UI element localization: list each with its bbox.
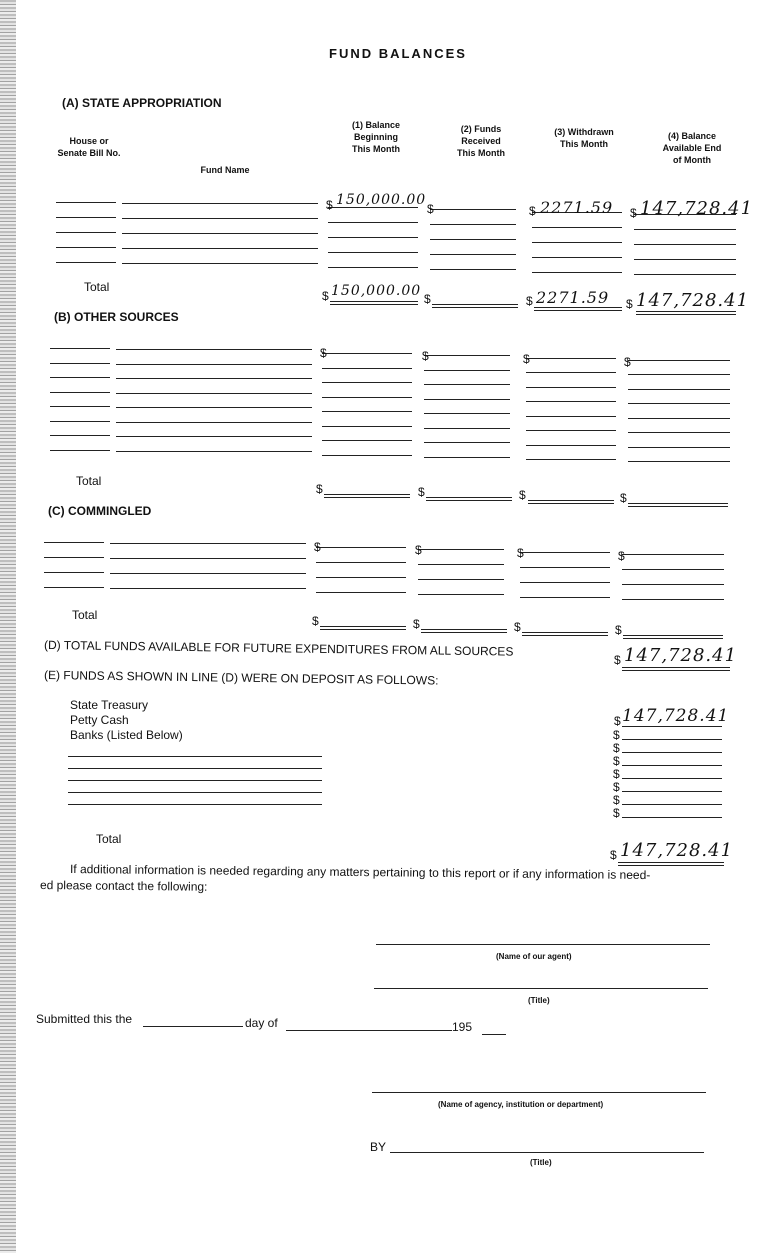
e-state-treasury-value: 147,728.41 [622,706,730,726]
dollar-sign: $ [630,206,637,220]
c-line-row2-col2[interactable] [316,562,406,563]
deposit-amount-line-1[interactable] [622,726,722,727]
dollar-sign: $ [523,352,530,366]
b-line-row4-col3[interactable] [424,399,510,400]
c-line-row4-col1[interactable] [110,588,306,589]
b-line-row7-col0[interactable] [50,435,110,436]
b-line-row5-col2[interactable] [322,411,412,412]
section-d-text: (D) TOTAL FUNDS AVAILABLE FOR FUTURE EXPENDITURES FROM ALL SOURCES [43,638,514,659]
dollar-sign: $ [422,349,429,363]
dollar-sign: $ [613,741,620,755]
dollar-sign: $ [613,806,620,820]
b-line-row1-col0[interactable] [50,348,110,349]
b-line-row2-col1[interactable] [116,364,312,365]
c-line-row1-col2[interactable] [316,547,406,548]
b-line-row2-col3[interactable] [424,370,510,371]
b-line-row8-col3[interactable] [424,457,510,458]
a-line-row5-col3[interactable] [430,269,516,270]
a-total-balance-end: 147,728.41 [636,290,750,311]
c-line-row2-col5[interactable] [622,569,724,570]
petty-cash-label: Petty Cash [70,713,129,727]
e-total-value: 147,728.41 [620,840,734,861]
agent-name-line[interactable] [376,944,710,945]
dollar-sign: $ [526,294,533,308]
a-line-row5-col2[interactable] [328,267,418,268]
a-total-balance-beginning: 150,000.00 [331,283,422,299]
submitted-label: Submitted this the [36,1012,133,1026]
bank-name-line-4[interactable] [68,792,322,793]
a-line-row3-col3[interactable] [430,239,516,240]
a-line-row3-col4[interactable] [532,242,622,243]
agency-caption: (Name of agency, institution or department) [438,1100,604,1109]
b-line-row2-col0[interactable] [50,363,110,364]
b-line-row6-col4[interactable] [526,430,616,431]
deposit-amount-line-5[interactable] [622,778,722,779]
bank-name-line-1[interactable] [68,756,322,757]
c-line-row4-col3[interactable] [418,594,504,595]
c-line-row3-col4[interactable] [520,582,610,583]
dollar-sign: $ [610,848,617,862]
a-line-row1-col0[interactable] [56,202,116,203]
c-line-row1-col1[interactable] [110,543,306,544]
contact-text-line2: ed please contact the following: [39,878,208,894]
form-title: FUND BALANCES [329,46,467,61]
c-line-row3-col5[interactable] [622,584,724,585]
contact-text-line1: If additional information is needed regarding any matters pertaining to this report or if any information is need- [69,862,651,883]
c-line-row4-col2[interactable] [316,592,406,593]
b-line-row1-col1[interactable] [116,349,312,350]
dollar-sign: $ [614,653,621,667]
c-line-row2-col3[interactable] [418,564,504,565]
b-line-row6-col2[interactable] [322,426,412,427]
c-line-row1-col3[interactable] [418,549,504,550]
c-line-row1-col5[interactable] [622,554,724,555]
dollar-sign: $ [427,202,434,216]
c-line-row4-col5[interactable] [622,599,724,600]
b-line-row4-col2[interactable] [322,397,412,398]
b-line-row1-col5[interactable] [628,360,730,361]
agent-title-line[interactable] [374,988,708,989]
a-line-row4-col2[interactable] [328,252,418,253]
header-col2: (2) Funds Received This Month [457,124,505,158]
a-total-withdrawn: 2271.59 [536,288,610,307]
b-line-row1-col3[interactable] [424,355,510,356]
header-col3: (3) Withdrawn This Month [554,127,614,149]
a-line-row1-col1[interactable] [122,203,318,204]
dollar-sign: $ [514,620,521,634]
dollar-sign: $ [618,549,625,563]
dollar-sign: $ [613,754,620,768]
agency-name-line[interactable] [372,1092,706,1093]
b-line-row5-col5[interactable] [628,418,730,419]
c-line-row3-col3[interactable] [418,579,504,580]
b-line-row4-col0[interactable] [50,392,110,393]
bank-name-line-2[interactable] [68,768,322,769]
b-line-row7-col1[interactable] [116,436,312,437]
dollar-sign: $ [519,488,526,502]
b-line-row8-col4[interactable] [526,459,616,460]
a-line-row2-col4[interactable] [532,227,622,228]
dollar-sign: $ [312,614,319,628]
dollar-sign: $ [418,485,425,499]
a-line-row3-col0[interactable] [56,232,116,233]
binding-edge [0,0,16,1253]
b-line-row4-col1[interactable] [116,393,312,394]
a-row1-balance-end: 147,728.41 [640,198,754,219]
b-line-row6-col1[interactable] [116,422,312,423]
b-line-row3-col4[interactable] [526,387,616,388]
dollar-sign: $ [320,346,327,360]
b-line-row8-col0[interactable] [50,450,110,451]
b-line-row8-col2[interactable] [322,455,412,456]
agent-caption: (Name of our agent) [496,952,572,961]
a-line-row4-col5[interactable] [634,259,736,260]
deposit-amount-line-4[interactable] [622,765,722,766]
deposit-amount-line-7[interactable] [622,804,722,805]
a-line-row5-col4[interactable] [532,272,622,273]
b-line-row4-col5[interactable] [628,403,730,404]
b-line-row2-col5[interactable] [628,374,730,375]
b-line-row3-col0[interactable] [50,377,110,378]
state-treasury-label: State Treasury [70,698,149,712]
c-line-row1-col0[interactable] [44,542,104,543]
a-line-row3-col1[interactable] [122,233,318,234]
dollar-sign: $ [615,623,622,637]
b-line-row1-col4[interactable] [526,358,616,359]
b-total-label: Total [76,474,102,488]
e-total-label: Total [96,832,122,846]
section-b-heading: (B) OTHER SOURCES [54,310,179,324]
c-line-row3-col1[interactable] [110,573,306,574]
a-line-row2-col2[interactable] [328,222,418,223]
c-total-label: Total [72,608,98,622]
c-line-row1-col4[interactable] [520,552,610,553]
a-line-row2-col3[interactable] [430,224,516,225]
dollar-sign: $ [620,491,627,505]
b-line-row7-col2[interactable] [322,440,412,441]
deposit-amount-line-8[interactable] [622,817,722,818]
section-a-heading: (A) STATE APPROPRIATION [62,96,222,110]
header-col1: (1) Balance Beginning This Month [351,120,401,154]
b-line-row5-col1[interactable] [116,407,312,408]
a-line-row4-col0[interactable] [56,247,116,248]
b-line-row3-col2[interactable] [322,382,412,383]
day-of-label: day of [245,1016,278,1030]
a-line-row3-col2[interactable] [328,237,418,238]
c-line-row4-col0[interactable] [44,587,104,588]
year-line[interactable] [482,1034,506,1035]
by-signature-line[interactable] [390,1152,704,1153]
dollar-sign: $ [415,543,422,557]
d-total-value: 147,728.41 [624,645,738,666]
a-line-row2-col0[interactable] [56,217,116,218]
b-line-row3-col5[interactable] [628,389,730,390]
section-c-heading: (C) COMMINGLED [48,504,152,518]
bank-name-line-3[interactable] [68,780,322,781]
a-row1-withdrawn: 2271.59 [540,198,614,217]
dollar-sign: $ [326,198,333,212]
a-line-row2-col1[interactable] [122,218,318,219]
dollar-sign: $ [529,204,536,218]
dollar-sign: $ [424,292,431,306]
c-line-row2-col0[interactable] [44,557,104,558]
b-line-row5-col3[interactable] [424,413,510,414]
a-total-label: Total [84,280,110,294]
dollar-sign: $ [322,289,329,303]
by-title-caption: (Title) [530,1158,552,1167]
header-fund-name: Fund Name [200,165,250,175]
dollar-sign: $ [626,297,633,311]
dollar-sign: $ [613,793,620,807]
b-line-row6-col3[interactable] [424,428,510,429]
b-line-row5-col4[interactable] [526,416,616,417]
a-line-row4-col1[interactable] [122,248,318,249]
b-line-row2-col4[interactable] [526,372,616,373]
a-line-row5-col1[interactable] [122,263,318,264]
a-row1-balance-beginning: 150,000.00 [336,192,427,208]
a-line-row2-col5[interactable] [634,229,736,230]
deposit-amount-line-6[interactable] [622,791,722,792]
b-line-row7-col5[interactable] [628,447,730,448]
b-line-row3-col1[interactable] [116,378,312,379]
dollar-sign: $ [613,780,620,794]
c-line-row2-col4[interactable] [520,567,610,568]
section-e-text: (E) FUNDS AS SHOWN IN LINE (D) WERE ON DEPOSIT AS FOLLOWS: [43,668,439,688]
a-line-row5-col0[interactable] [56,262,116,263]
by-label: BY [370,1140,387,1154]
dollar-sign: $ [614,714,621,728]
header-col4: (4) Balance Available End of Month [662,131,722,165]
b-line-row6-col5[interactable] [628,432,730,433]
day-line[interactable] [143,1026,243,1027]
header-bill-no: House or Senate Bill No. [57,136,121,158]
c-line-row3-col0[interactable] [44,572,104,573]
dollar-sign: $ [624,355,631,369]
a-line-row4-col3[interactable] [430,254,516,255]
c-line-row3-col2[interactable] [316,577,406,578]
a-line-row4-col4[interactable] [532,257,622,258]
a-line-row3-col5[interactable] [634,244,736,245]
bank-name-line-5[interactable] [68,804,322,805]
dollar-sign: $ [413,617,420,631]
deposit-amount-line-3[interactable] [622,752,722,753]
year-prefix: 195 [452,1020,473,1034]
dollar-sign: $ [517,546,524,560]
a-line-row5-col5[interactable] [634,274,736,275]
b-line-row7-col4[interactable] [526,445,616,446]
c-line-row2-col1[interactable] [110,558,306,559]
b-line-row5-col0[interactable] [50,406,110,407]
deposit-amount-line-2[interactable] [622,739,722,740]
banks-label: Banks (Listed Below) [70,728,183,742]
dollar-sign: $ [613,767,620,781]
month-line[interactable] [286,1030,452,1031]
b-line-row6-col0[interactable] [50,421,110,422]
agent-title-caption: (Title) [528,996,550,1005]
dollar-sign: $ [613,728,620,742]
b-line-row3-col3[interactable] [424,384,510,385]
dollar-sign: $ [314,540,321,554]
b-line-row7-col3[interactable] [424,442,510,443]
b-line-row8-col5[interactable] [628,461,730,462]
dollar-sign: $ [316,482,323,496]
b-line-row4-col4[interactable] [526,401,616,402]
b-line-row2-col2[interactable] [322,368,412,369]
a-line-row1-col3[interactable] [430,209,516,210]
c-line-row4-col4[interactable] [520,597,610,598]
b-line-row1-col2[interactable] [322,353,412,354]
b-line-row8-col1[interactable] [116,451,312,452]
